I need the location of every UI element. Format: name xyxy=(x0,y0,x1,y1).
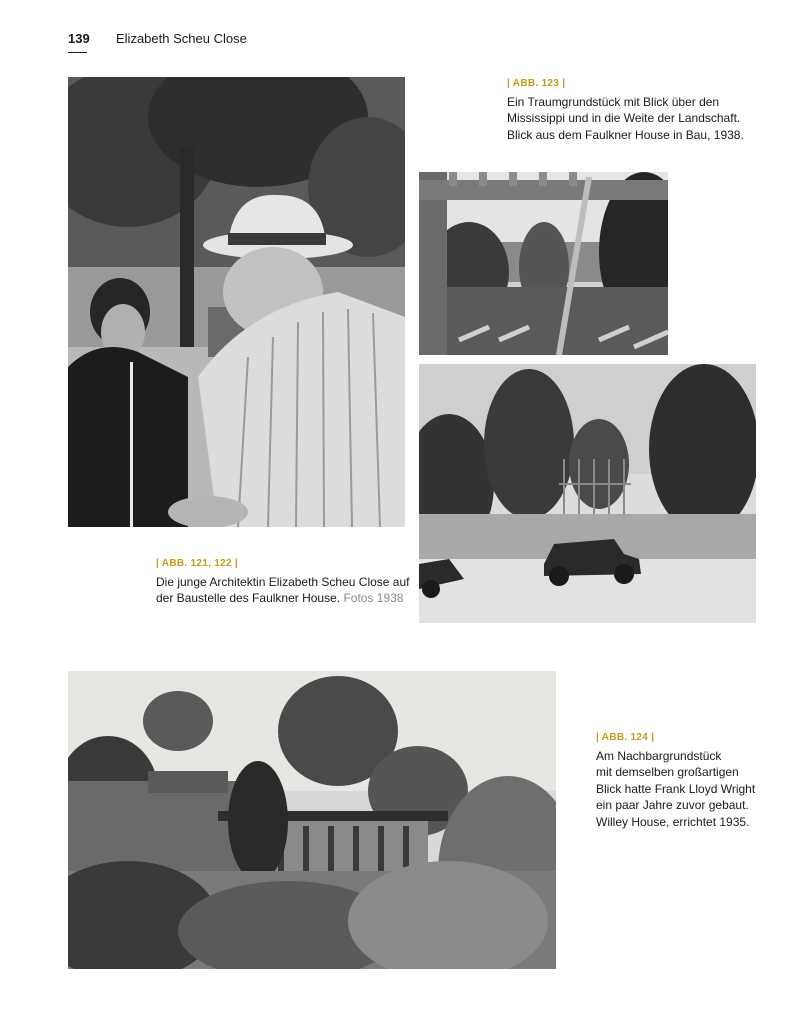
caption-line: Willey House, errichtet 1935. xyxy=(596,814,750,829)
photo-credit: Fotos 1938 xyxy=(343,591,404,605)
caption-line: mit demselben großartigen xyxy=(596,765,739,779)
photo-construction-site xyxy=(419,364,756,623)
caption-line: ein paar Jahre zuvor gebaut. xyxy=(596,798,749,812)
caption-line: Mississippi und in die Weite der Landschaft. xyxy=(507,111,741,125)
caption-line: Die junge Architektin Elizabeth Scheu Close auf xyxy=(156,574,410,589)
figure-label: | ABB. 121, 122 | xyxy=(156,558,239,569)
figure-label: | ABB. 123 | xyxy=(507,78,566,89)
page-number: 139 xyxy=(68,31,90,46)
caption-line: Blick hatte Frank Lloyd Wright xyxy=(596,781,756,796)
caption-line: Am Nachbargrundstück xyxy=(596,748,722,763)
caption-abb-124 xyxy=(596,730,796,830)
caption-abb-121-122 xyxy=(156,556,414,607)
photo-architect-portrait xyxy=(68,77,405,527)
photo-willey-house xyxy=(68,671,556,969)
photo-view-through-frame xyxy=(419,172,668,355)
caption-text: der Baustelle des Faulkner House. xyxy=(156,591,341,605)
figure-label: | ABB. 124 | xyxy=(596,732,655,743)
running-header xyxy=(68,31,247,46)
page-number-rule xyxy=(68,52,87,53)
caption-abb-123 xyxy=(507,76,787,143)
caption-line: Blick aus dem Faulkner House in Bau, 1938. xyxy=(507,127,744,142)
caption-line: Ein Traumgrundstück mit Blick über den xyxy=(507,94,720,109)
running-title: Elizabeth Scheu Close xyxy=(116,31,247,46)
caption-line xyxy=(156,590,414,607)
